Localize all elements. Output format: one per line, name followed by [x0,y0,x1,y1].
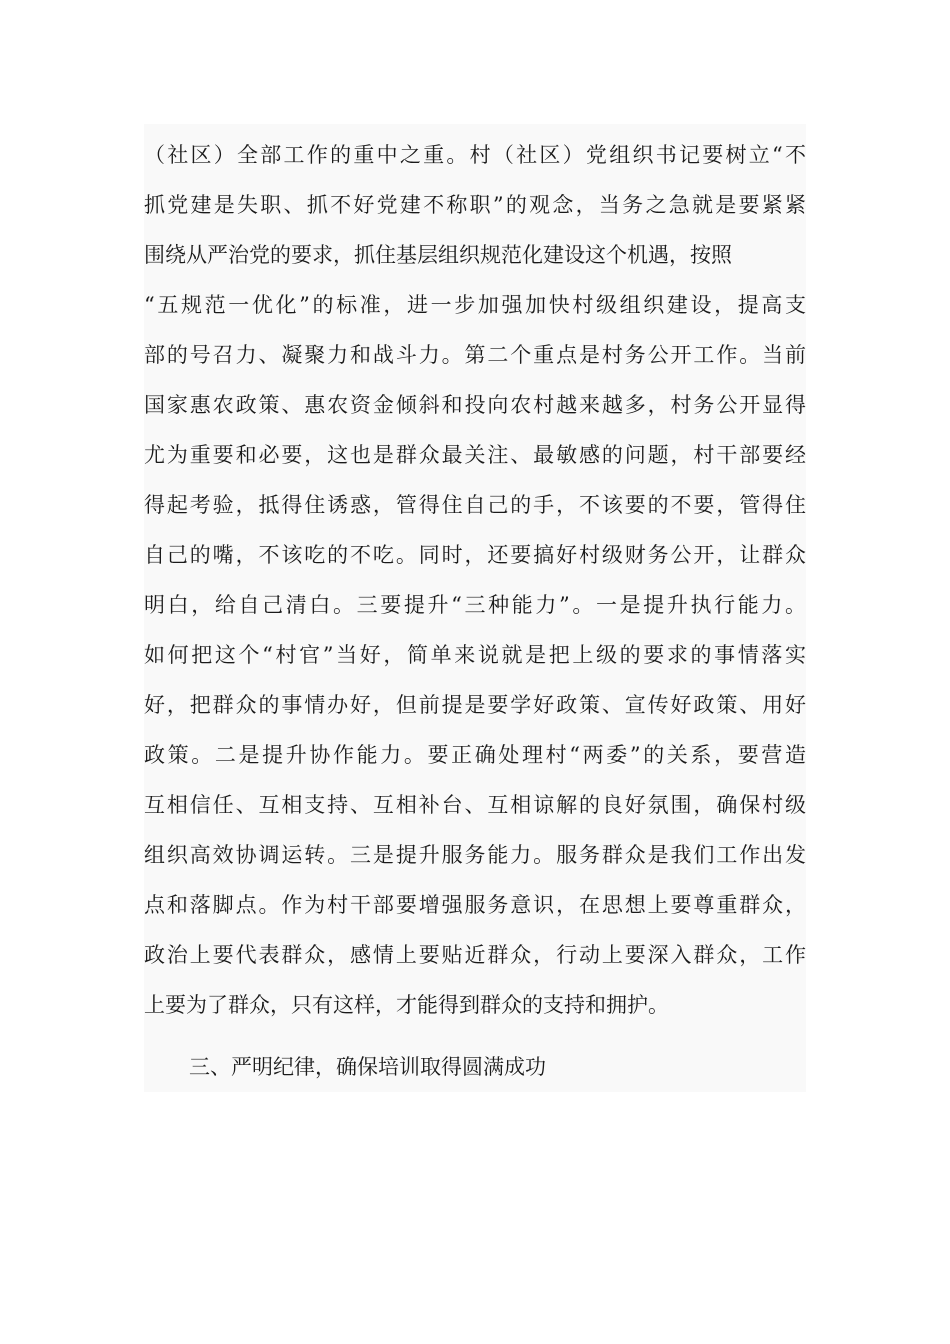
paragraph-line: 如何把这个“村官”当好，简单来说就是把上级的要求的事情落实 [144,643,806,667]
section-heading: 三、严明纪律，确保培训取得圆满成功 [189,1055,546,1079]
document-body [144,124,806,1092]
paragraph-line: 好，把群众的事情办好，但前提是要学好政策、宣传好政策、用好 [144,693,806,717]
paragraph-line: 点和落脚点。作为村干部要增强服务意识，在思想上要尊重群众， [144,893,806,917]
paragraph-line: 组织高效协调运转。三是提升服务能力。服务群众是我们工作出发 [144,843,806,867]
paragraph-line: 政治上要代表群众，感情上要贴近群众，行动上要深入群众，工作 [144,943,806,967]
paragraph-line: （社区）全部工作的重中之重。村（社区）党组织书记要树立“不 [144,143,806,167]
paragraph-line: 自己的嘴，不该吃的不吃。同时，还要搞好村级财务公开，让群众 [144,543,806,567]
paragraph-line: 国家惠农政策、惠农资金倾斜和投向农村越来越多，村务公开显得 [144,393,806,417]
paragraph-line: 尤为重要和必要，这也是群众最关注、最敏感的问题，村干部要经 [144,443,806,467]
paragraph-line: 抓党建是失职、抓不好党建不称职”的观念，当务之急就是要紧紧 [144,193,806,217]
paragraph-line: 部的号召力、凝聚力和战斗力。第二个重点是村务公开工作。当前 [144,343,806,367]
paragraph-line: 明白，给自己清白。三要提升“三种能力”。一是提升执行能力。 [144,593,806,617]
paragraph-line: 上要为了群众，只有这样，才能得到群众的支持和拥护。 [144,993,669,1017]
paragraph-line: “五规范一优化”的标准，进一步加强加快村级组织建设，提高支 [144,293,806,317]
paragraph-line: 互相信任、互相支持、互相补台、互相谅解的良好氛围，确保村级 [144,793,806,817]
paragraph-line: 围绕从严治党的要求，抓住基层组织规范化建设这个机遇，按照 [144,243,732,267]
paragraph-line: 政策。二是提升协作能力。要正确处理村“两委”的关系，要营造 [144,743,806,767]
paragraph-line: 得起考验，抵得住诱惑，管得住自己的手，不该要的不要，管得住 [144,493,806,517]
